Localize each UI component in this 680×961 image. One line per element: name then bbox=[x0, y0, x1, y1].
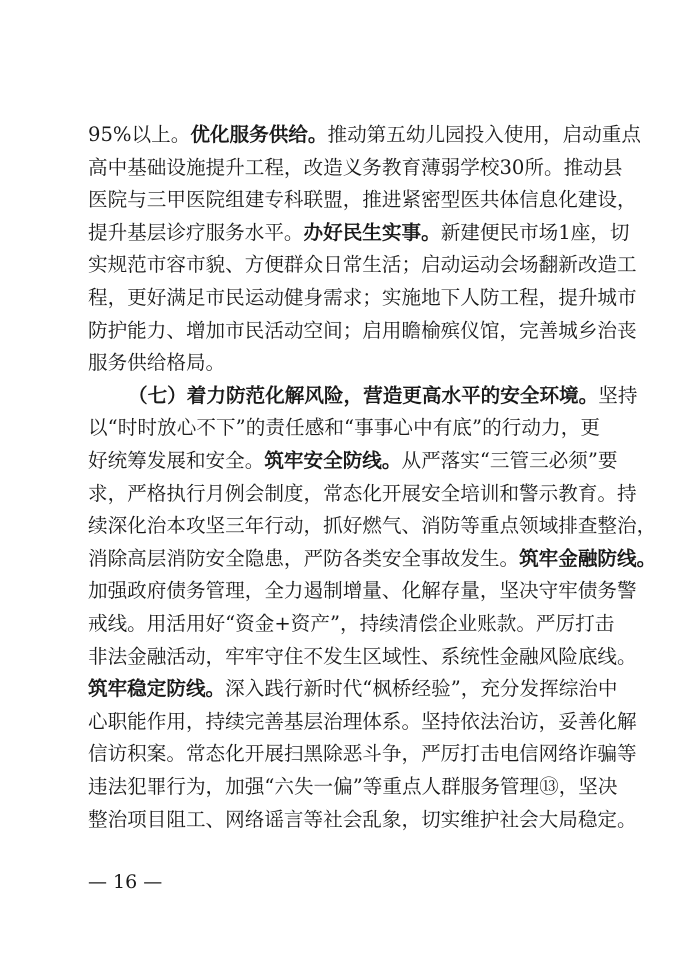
text-segment: 提升基层诊疗服务水平。 bbox=[88, 220, 304, 244]
text-segment: 以“时时放心不下”的责任感和“事事心中有底”的行动力，更 bbox=[88, 416, 600, 440]
bold-heading-segment: 办好民生实事。 bbox=[303, 220, 441, 244]
text-segment: 95%以上。 bbox=[88, 123, 191, 146]
bold-heading-segment: 筑牢安全防线。 bbox=[264, 449, 402, 472]
text-line bbox=[88, 775, 618, 799]
text-line bbox=[88, 579, 637, 603]
text-segment: 高中基础设施提升工程，改造义务教育薄弱学校30所。推动县 bbox=[88, 155, 623, 179]
bold-heading-segment: 优化服务供给。 bbox=[190, 123, 328, 146]
text-segment: 坚持 bbox=[598, 383, 638, 407]
text-segment: 防护能力、增加市民活动空间；启用瞻榆殡仪馆，完善城乡治丧 bbox=[88, 318, 637, 342]
text-segment: 医院与三甲医院组建专科联盟，推进紧密型医共体信息化建设， bbox=[88, 188, 637, 212]
text-line bbox=[88, 644, 637, 669]
text-line bbox=[88, 188, 637, 212]
bold-heading-segment: 筑牢稳定防线。 bbox=[88, 677, 226, 701]
text-segment: 戒线。用活用好“资金+资产”，持续清偿企业账款。严厉打击 bbox=[88, 612, 615, 635]
text-line bbox=[88, 253, 637, 277]
text-segment: 违法犯罪行为，加强“六失一偏”等重点人群服务管理⑬，坚决 bbox=[88, 775, 618, 798]
bold-heading-segment: 筑牢金融防线。 bbox=[519, 546, 657, 570]
text-segment: 续深化治本攻坚三年行动，抓好燃气、消防等重点领域排查整治， bbox=[88, 514, 657, 538]
bold-heading-segment: （七）着力防范化解风险，营造更高水平的安全环境。 bbox=[128, 383, 599, 407]
text-line bbox=[88, 807, 637, 832]
text-line bbox=[88, 709, 637, 734]
text-segment: 好统筹发展和安全。 bbox=[88, 449, 265, 472]
text-segment: 非法金融活动，牢牢守住不发生区域性、系统性金融风险底线。 bbox=[88, 644, 637, 668]
text-line bbox=[88, 351, 600, 375]
text-segment: 加强政府债务管理，全力遏制增量、化解存量，坚决守牢债务警 bbox=[88, 579, 637, 603]
text-line bbox=[88, 318, 637, 343]
text-line bbox=[88, 220, 630, 245]
text-line bbox=[88, 286, 637, 310]
text-line bbox=[88, 449, 618, 473]
text-line bbox=[88, 514, 657, 538]
text-segment: 信访积案。常态化开展扫黑除恶斗争，严厉打击电信网络诈骗等 bbox=[88, 742, 637, 766]
text-line bbox=[88, 416, 600, 440]
text-segment: 推动第五幼儿园投入使用，启动重点 bbox=[327, 123, 641, 146]
text-line bbox=[88, 546, 657, 571]
text-line bbox=[128, 383, 638, 408]
page-number: — 16 — bbox=[88, 871, 163, 893]
text-segment: 求，严格执行月例会制度，常态化开展安全培训和警示教育。持 bbox=[88, 481, 637, 505]
text-segment: 程，更好满足市民运动健身需求；实施地下人防工程，提升城市 bbox=[88, 286, 637, 309]
text-segment: 实规范市容市貌、方便群众日常生活；启动运动会场翻新改造工 bbox=[88, 253, 637, 277]
text-line bbox=[88, 155, 623, 180]
text-line bbox=[88, 742, 637, 766]
text-line bbox=[88, 677, 618, 701]
text-segment: 心职能作用，持续完善基层治理体系。坚持依法治访，妥善化解 bbox=[88, 709, 637, 733]
text-segment: 整治项目阻工、网络谣言等社会乱象，切实维护社会大局稳定。 bbox=[88, 807, 637, 831]
text-line bbox=[88, 123, 641, 147]
text-segment: 消除高层消防安全隐患，严防各类安全事故发生。 bbox=[88, 546, 520, 570]
text-line bbox=[88, 481, 637, 506]
text-segment: 深入践行新时代“枫桥经验”，充分发挥综治中 bbox=[225, 677, 618, 701]
text-line bbox=[88, 612, 615, 636]
text-segment: 从严落实“三管三必须”要 bbox=[401, 449, 618, 472]
text-segment: 新建便民市场1座，切 bbox=[440, 220, 630, 244]
text-segment: 服务供给格局。 bbox=[88, 351, 226, 375]
